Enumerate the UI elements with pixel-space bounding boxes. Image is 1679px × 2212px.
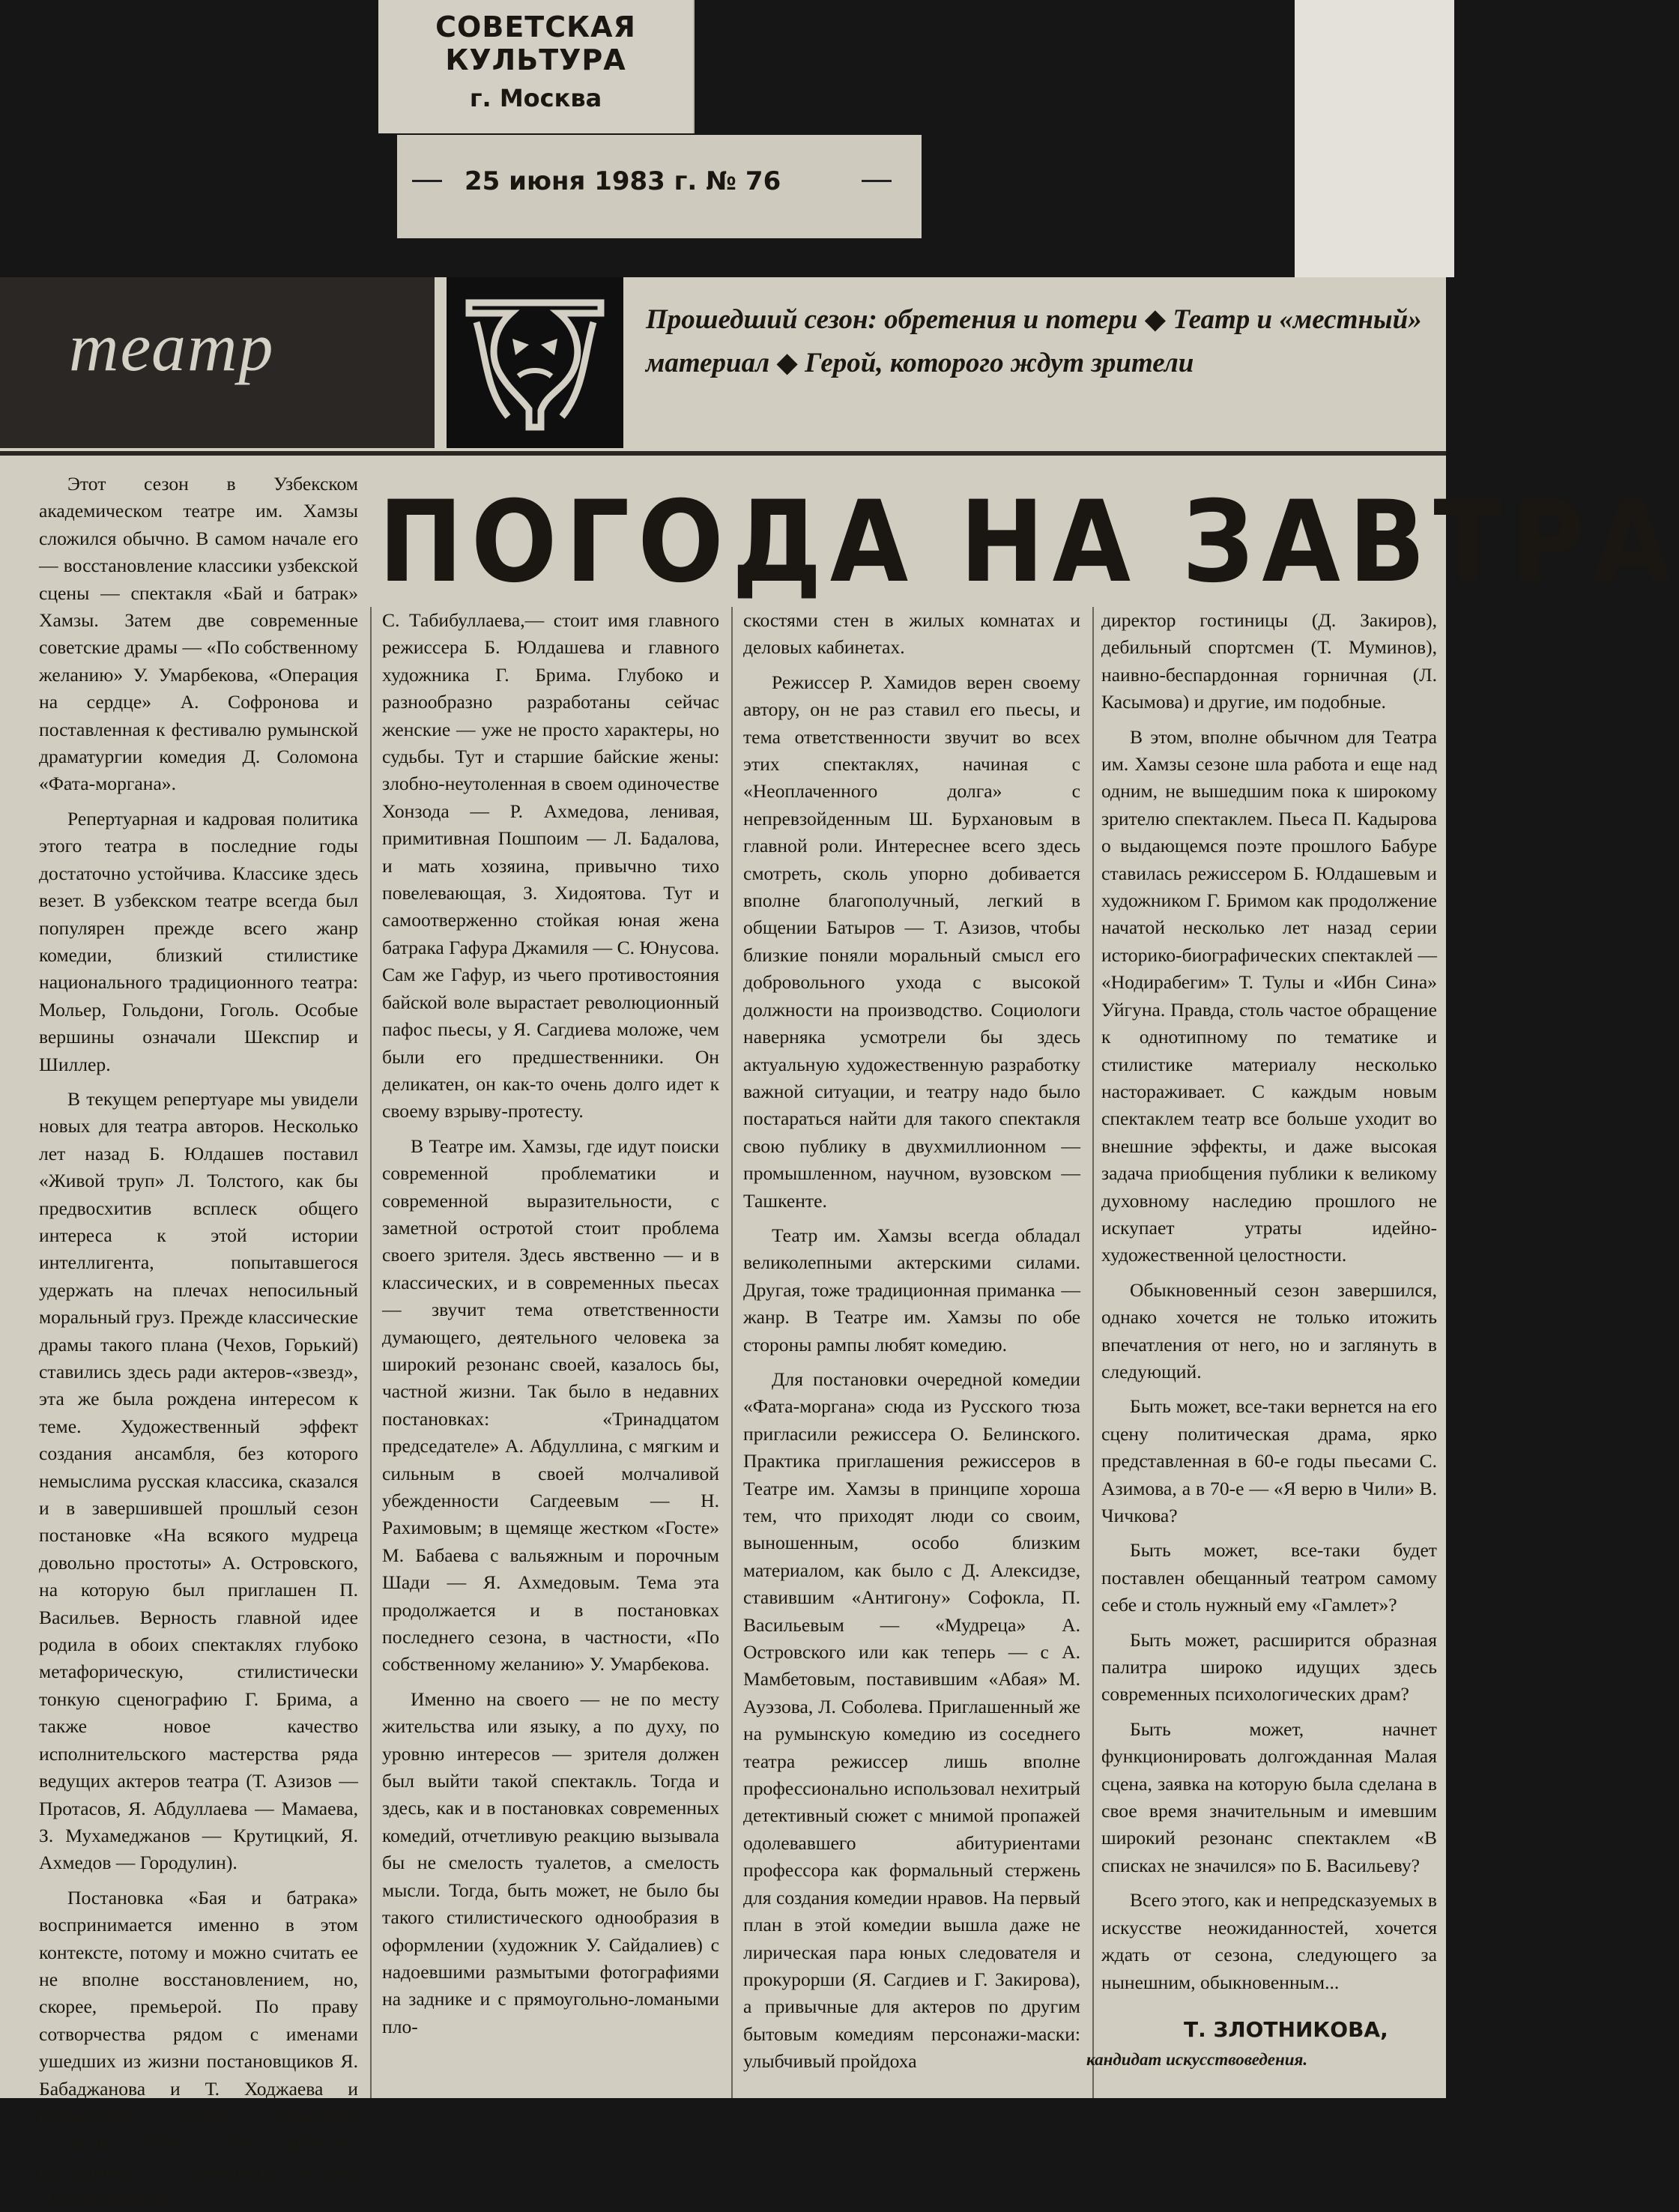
article-paragraph: Именно на своего — не по месту жительства или языку, а по духу, по уровню интересов — зрителя должен был выйти такой спектакль. Тогда и здесь, как и в постановках современных комедий, отчетливую реакцию вызывала бы не смелость туалетов, а смелость мысли. Тогда, быть может, не было бы такого стилистического однообразия в оформлении (художник У. Сайдалиев) с надоевшими размытыми фотографиями на заднике и с прямоугольно-ломаными пло- bbox=[382, 1687, 719, 2037]
author-credential: кандидат искусствоведения. bbox=[1086, 2050, 1308, 2069]
article-paragraph: С. Табибуллаева,— стоит имя главного режиссера Б. Юлдашева и главного художника Г. Брима. Глубоко и разнообразно разработаны сейчас женские — уже не просто характеры, но судьбы. Тут и старшие байские жены: злобно-неутоленная в своем одиночестве Хонзода — Р. Ахмедова, ленивая, примитивная Пошпоим — Л. Бадалова, и мать хозяина, привычно тихо повелевающая, З. Хидоятова. Тут и самоотверженно стойкая юная жена батрака Гафура Джамиля — С. Юнусова. Сам же Гафур, из чьего противостояния байской воле вырастает революционный пафос пьесы, у Я. Сагдиева моложе, чем были его предшественники. Он деликатен, он как-то очень долго идет к своему взрыву-протесту. bbox=[382, 609, 719, 1122]
diamond-separator-icon: ◆ bbox=[776, 348, 798, 378]
deck-part-1: Прошедший сезон: обретения и потери bbox=[646, 304, 1138, 335]
article-paragraph: Быть может, расширится образная палитра широко идущих здесь современных психологических драм? bbox=[1101, 1628, 1437, 1705]
diamond-separator-icon: ◆ bbox=[1144, 304, 1167, 335]
article-paragraph: Обыкновенный сезон завершился, однако хочется не только итожить впечатления от него, но и заглянуть в следующий. bbox=[1101, 1278, 1437, 1382]
article-paragraph: Постановка «Бая и батрака» воспринимается именно в этом контексте, потому и можно считать ее не вполне восстановлением, но, скорее, премьерой. По праву сотворчества рядом с именами ушедших из жизни постановщиков Я. Бабаджанова и Т. Ходжаева и режиссеров новой редакции, игравших главные роли в прежних постановках — знаменитых актеров Ш. Бурханова и bbox=[39, 1886, 358, 2209]
deck-part-2: Театр и «местный» материал bbox=[646, 304, 1422, 378]
column-rule bbox=[370, 607, 372, 2098]
date-stamp bbox=[397, 135, 922, 238]
article-deck bbox=[646, 298, 1425, 385]
newspaper-clipping bbox=[0, 277, 1679, 2209]
article-paragraph: Театр им. Хамзы всегда обладал великолепными актерскими силами. Другая, тоже традиционная приманка — жанр. В Театре им. Хамзы по обе стороны рампы любят комедию. bbox=[743, 1224, 1080, 1356]
author-name: Т. ЗЛОТНИКОВА, bbox=[1184, 2017, 1388, 2042]
article-paragraph: В этом, вполне обычном для Театра им. Хамзы сезоне шла работа и еще над одним, не вышедшим пока к широкому зрителю спектаклем. Пьеса П. Кадырова о выдающемся поэте прошлого Бабуре ставилась режиссером Б. Юлдашевым и художником Г. Бримом как продолжение начатой несколько лет назад серии историко-биографических спектаклей — «Нодирабегим» Т. Тулы и «Ибн Сина» Уйгуна. Правда, столь частое обращение к однотипному по тематике и стилистике материалу несколько настораживает. С каждым новым спектаклем театр все больше уходит во внешние эффекты, и даже высокая задача приобщения публики к великому духовному наследию прошлого не искупает утраты идейно-художественной целостности. bbox=[1101, 725, 1437, 1266]
article-headline: ПОГОДА НА ЗАВТРА bbox=[378, 477, 1679, 608]
column-rule bbox=[731, 607, 733, 2098]
article-paragraph: В текущем репертуаре мы увидели новых для театра авторов. Несколько лет назад Б. Юлдашев поставил «Живой труп» Л. Толстого, как бы предвосхитив всплеск общего интереса к этой истории интеллигента, попытавшегося удержать на плечах непосильный моральный груз. Прежде классические драмы такого плана (Чехов, Горький) ставились здесь ради актеров-«звезд», эта же была рождена интересом к теме. Художественный эффект создания ансамбля, без которого немыслима русская классика, сказался и в завершившей прошлый сезон постановке «На всякого мудреца довольно простоты» А. Островского, на которую был приглашен П. Васильев. Верность главной идее родила в обоих спектаклях глубоко метафорическую, стилистически тонкую сценографию Г. Брима, а также новое качество исполнительского мастерства ряда ведущих актеров театра (Т. Азизов — Протасов, Я. Абдуллаева — Мамаева, З. Мухамеджанов — Крутицкий, Я. Ахмедов — Городулин). bbox=[39, 1087, 358, 1874]
article-paragraph: В Театре им. Хамзы, где идут поиски современной проблематики и современной выразительности, с заметной остротой стоит проблема своего зрителя. Здесь явственно — и в классических, и в современных пьесах — звучит тема ответственности думающего, деятельного человека за широкий резонанс своей, казалось бы, частной жизни. Так было в недавних постановках: «Тринадцатом председателе» А. Абдуллина, с мягким и сильным в своей молчаливой убежденности Сагдеевым — Н. Рахимовым; в щемяще жестком «Госте» М. Бабаева с вальяжным и порочным Шади — Я. Ахмедовым. Тема эта продолжается и в постановках последнего сезона, в частности, «По собственному желанию» У. Умарбекова. bbox=[382, 1134, 719, 1675]
newspaper-city: г. Москва bbox=[469, 84, 602, 112]
article-paragraph: скостями стен в жилых комнатах и деловых кабинетах. bbox=[743, 609, 1080, 659]
article-paragraph: Режиссер Р. Хамидов верен своему автору, он не раз ставил его пьесы, и тема ответственности звучит во всех этих спектаклях, начиная с «Неоплаченного долга» с непревзойденным Ш. Бурхановым в главной роли. Интереснее всего здесь смотреть, сколь упорно добивается вполне благополучный, легкий в общении Батыров — Т. Азизов, чтобы близкие поняли моральный смысл его добровольного ухода с высокой должности на производство. Социологи наверняка усмотрели бы здесь актуальную художественную разработку важной ситуации, и театру надо было постараться найти для такого спектакля свою публику в двухмиллионном — промышленном, научном, вузовском — Ташкенте. bbox=[743, 671, 1080, 1212]
article-paragraph: директор гостиницы (Д. Закиров), дебильный спортсмен (Т. Муминов), наивно-беспардонная горничная (Л. Касымова) и другие, им подобные. bbox=[1101, 609, 1437, 713]
article-column-2 bbox=[382, 607, 719, 2098]
deck-part-3: Герой, которого ждут зрители bbox=[805, 348, 1194, 378]
article-paragraph: Репертуарная и кадровая политика этого театра в последние годы достаточно устойчива. Классике здесь везет. В узбекском театре всегда был популярен прежде всего жанр комедии, близкий стилистике национального традиционного театра: Мольер, Гольдони, Гоголь. Особые вершины означали Шекспир и Шиллер. bbox=[39, 807, 358, 1075]
rubric-label: театр bbox=[69, 309, 275, 385]
rubric-banner bbox=[0, 277, 435, 448]
article-paragraph: Всего этого, как и непредсказуемых в искусстве неожиданностей, хочется ждать от сезона, следующего за нынешним, обыкновенным... bbox=[1101, 1889, 1437, 1993]
column-rule bbox=[1092, 607, 1094, 2098]
article-paragraph: Быть может, все-таки будет поставлен обещанный театром самому себе и столь нужный ему «Гамлет»? bbox=[1101, 1539, 1437, 1616]
theatre-masks-icon bbox=[447, 277, 623, 448]
article-column-1 bbox=[39, 471, 358, 2209]
date-rule-left bbox=[412, 180, 442, 182]
date-rule-right bbox=[862, 180, 892, 182]
article-paragraph: Быть может, начнет функционировать долгожданная Малая сцена, заявка на которую была сделана в свое время значительным и имевшим широкий резонанс спектаклем «В списках не значился» по Б. Васильеву? bbox=[1101, 1717, 1437, 1876]
newspaper-stamp bbox=[378, 0, 695, 133]
header-rule bbox=[0, 451, 1446, 456]
article-paragraph: Для постановки очередной комедии «Фата-моргана» сюда из Русского тюза пригласили режиссера О. Белинского. Практика приглашения режиссеров в Театре им. Хамзы в принципе хороша тем, что приходят люди со своим, выношенным, особо близким материалом, как было с Д. Алексидзе, ставившим «Антигону» Софокла, П. Васильевым — «Мудреца» А. Островского или как теперь — с А. Мамбетовым, поставившим «Абая» М. Ауэзова, Л. Соболева. Приглашенный же на румынскую комедию из соседнего театра режиссер лишь вполне профессионально использовал нехитрый детективный сюжет с мнимой пропажей одолевавшего абитуриентами профессора как формальный стержень для создания комедии нравов. На первый план в этой комедии вышла даже не лирическая пара юных следователя и прокурорши (Я. Сагдиев и Г. Закирова), а привычные для актеров по другим бытовым комедиям персонажи-маски: улыбчивый пройдоха bbox=[743, 1368, 1080, 2073]
article-paragraph: Быть может, все-таки вернется на его сцену политическая драма, ярко представленная в 60-е годы пьесами С. Азимова, а в 70-е — «Я верю в Чили» В. Чичкова? bbox=[1101, 1395, 1437, 1526]
newspaper-name: СОВЕТСКАЯ КУЛЬТУРА bbox=[435, 10, 636, 76]
article-column-3 bbox=[743, 607, 1080, 2098]
article-paragraph: Этот сезон в Узбекском академическом театре им. Хамзы сложился обычно. В самом начале его — восстановление классики узбекской сцены — спектакля «Бай и батрак» Хамзы. Затем две современные советские драмы — «По собственному желанию» У. Умарбекова, «Операция на сердце» А. Софронова и поставленная к фестивалю румынской драматургии комедия Д. Соломона «Фата-моргана». bbox=[39, 473, 358, 795]
issue-date: 25 июня 1983 г. № 76 bbox=[465, 166, 781, 196]
article-column-4 bbox=[1101, 607, 1437, 2023]
backing-paper bbox=[1295, 0, 1454, 277]
